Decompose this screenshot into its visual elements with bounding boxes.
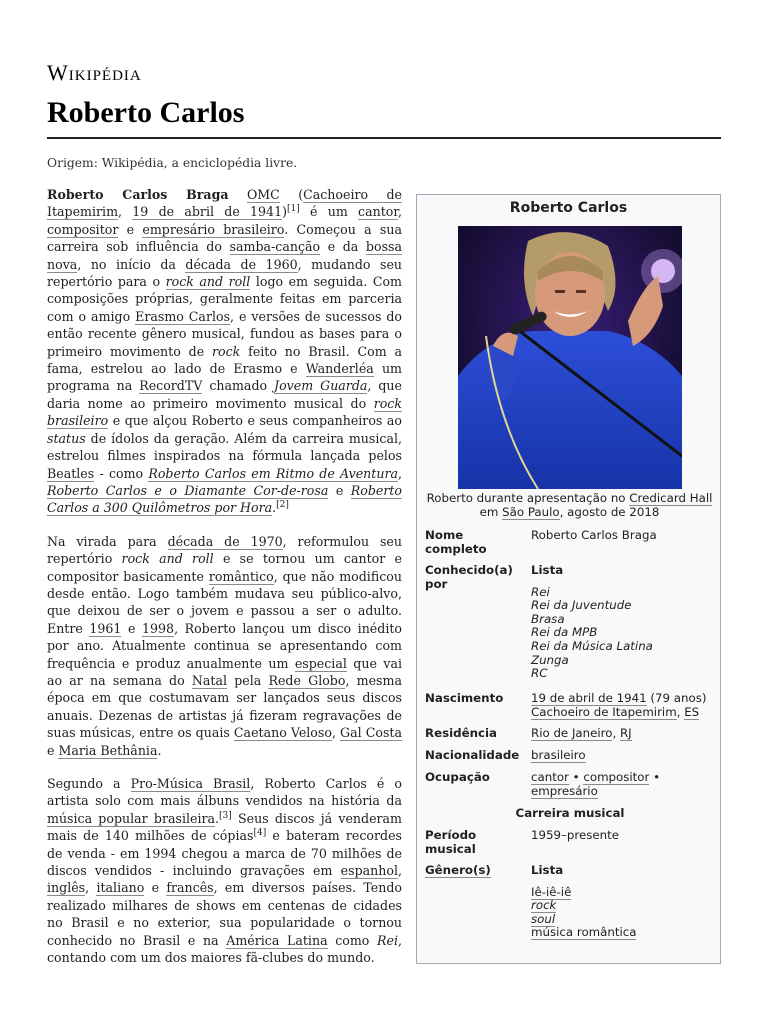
link-ocupacao-compositor[interactable]: compositor <box>583 770 650 784</box>
list-item: Rei da Juventude <box>531 598 632 613</box>
page-title: Roberto Carlos <box>47 96 245 129</box>
link-espanhol[interactable]: espanhol <box>340 863 398 879</box>
value-nacionalidade <box>531 749 717 763</box>
link-gal-costa[interactable]: Gal Costa <box>340 725 402 741</box>
link-wanderlea[interactable]: Wanderléa <box>305 361 374 377</box>
link-brasileiro[interactable]: brasileiro <box>531 748 586 762</box>
link-film-diamante[interactable]: Roberto Carlos e o Diamante Cor-de-rosa <box>47 482 329 498</box>
list-item: Zunga <box>531 652 569 667</box>
link-birthdate[interactable]: 19 de abril de 1941 <box>132 204 283 220</box>
infobox-title: Roberto Carlos <box>509 200 628 216</box>
label-ocupacao: Ocupação <box>425 770 490 784</box>
value-periodo: 1959–presente <box>531 828 620 842</box>
infobox <box>416 194 721 964</box>
link-frances[interactable]: francês <box>166 880 214 896</box>
list-toggle-genero[interactable]: Lista <box>531 863 564 877</box>
link-decada-1960[interactable]: década de 1960 <box>185 256 298 272</box>
list-item <box>531 899 717 913</box>
link-ingles[interactable]: inglês <box>47 880 86 896</box>
link-samba-cancao[interactable]: samba-canção <box>229 239 321 255</box>
link-rock-and-roll[interactable]: rock and roll <box>165 274 251 290</box>
link-soul[interactable]: soul <box>531 911 556 926</box>
link-film-ritmo-aventura[interactable]: Roberto Carlos em Ritmo de Aventura <box>148 465 398 481</box>
link-birth-place[interactable]: Cachoeiro de Itapemirim <box>531 704 677 719</box>
value-residencia: Rio de Janeiro, RJ <box>531 726 632 740</box>
ref-1[interactable]: [1] <box>287 204 300 215</box>
list-toggle-conhecido[interactable]: Lista <box>531 563 564 577</box>
link-natal[interactable]: Natal <box>191 672 228 688</box>
ref-2[interactable]: [2] <box>276 500 289 511</box>
link-america-latina[interactable]: América Latina <box>226 932 328 948</box>
label-nacionalidade: Nacionalidade <box>425 748 520 762</box>
link-credicard-hall[interactable]: Credicard Hall <box>629 491 713 505</box>
paragraph-sales: Segundo a Pro-Música Brasil, Roberto Carlos é o artista solo com mais álbuns vendidos na história da música popular brasileira.[3] Seus discos já venderam mais de 140 milhões de cópias[4] e bateram recordes de venda - em 1994 chegou a marca de 70 milhões de discos vendidos - incluindo gravações em espanhol, inglês, italiano e francês, em diversos países. Tendo realizado milhares de shows em centenas de cidades no Brasil e no exterior, sua popularidade o tornou conhecido no Brasil e na América Latina como Rei, contando com um dos maiores fã-clubes do mundo. <box>47 776 402 966</box>
link-pro-musica[interactable]: Pro-Música Brasil <box>130 776 251 791</box>
link-omc[interactable]: OMC <box>246 187 280 202</box>
section-carreira-musical: Carreira musical <box>515 806 625 820</box>
link-cachoeiro[interactable]: Cachoeiro de Itapemirim <box>47 187 402 220</box>
link-rede-globo[interactable]: Rede Globo <box>268 672 346 688</box>
link-decada-1970[interactable]: década de 1970 <box>167 533 283 549</box>
link-rock[interactable]: rock <box>531 898 557 913</box>
link-especial[interactable]: especial <box>294 655 347 671</box>
link-jovem-guarda[interactable]: Jovem Guarda <box>274 378 368 394</box>
link-rock-brasileiro[interactable]: rock brasileiro <box>47 395 402 429</box>
label-nome: Nome completo <box>425 528 487 556</box>
link-birth-date[interactable]: 19 de abril de 1941 <box>531 691 647 705</box>
link-1961[interactable]: 1961 <box>89 620 122 636</box>
link-1998[interactable]: 1998 <box>142 620 175 636</box>
list-item <box>531 886 717 900</box>
list-item: Rei da MPB <box>531 625 598 640</box>
link-erasmo[interactable]: Erasmo Carlos <box>135 308 231 324</box>
link-genero[interactable]: Gênero(s) <box>425 863 491 877</box>
value-ocupacao: cantor • compositor • empresário <box>531 770 661 798</box>
list-item: Rei da Música Latina <box>531 638 653 653</box>
link-beatles[interactable]: Beatles <box>47 465 95 481</box>
photo-caption: Roberto durante apresentação no Credicard Hall em São Paulo, agosto de 2018 <box>426 491 713 519</box>
link-ocupacao-cantor[interactable]: cantor <box>531 770 569 784</box>
paragraph-intro: Roberto Carlos Braga OMC (Cachoeiro de Itapemirim, 19 de abril de 1941)[1] é um cantor, compositor e empresário brasileiro. Começou a sua carreira sob influência do samba-canção e da bossa nova, no início da década de 1960, mudando seu repertório para o rock and roll logo em seguida. Com composições próprias, geralmente feitas em parceria com o amigo Erasmo Carlos, e versões de sucessos do então recente gênero musical, fundou as bases para o primeiro movimento de rock feito no Brasil. Com a fama, estrelou ao lado de Erasmo e Wanderléa um programa na RecordTV chamado Jovem Guarda, que daria nome ao primeiro movimento musical do rock brasileiro e que alçou Roberto e seus companheiros ao status de ídolos da geração. Além da carreira musical, estrelou filmes inspirados na fórmula lançada pelos Beatles - como Roberto Carlos em Ritmo de Aventura, Roberto Carlos e o Diamante Cor-de-rosa e Roberto Carlos a 300 Quilômetros por Hora.[2] <box>47 187 403 516</box>
list-item: Brasa <box>531 611 565 626</box>
link-caetano[interactable]: Caetano Veloso <box>233 725 332 741</box>
value-genero <box>531 864 717 940</box>
label-nascimento: Nascimento <box>425 691 504 705</box>
link-rj[interactable]: RJ <box>619 726 632 740</box>
link-empresario[interactable]: empresário brasileiro <box>142 221 285 237</box>
link-maria-bethania[interactable]: Maria Bethânia <box>58 742 158 758</box>
origin-note: Origem: Wikipédia, a enciclopédia livre. <box>47 156 298 170</box>
list-conhecido <box>531 586 717 681</box>
link-film-300km[interactable]: Roberto Carlos a 300 Quilômetros por Hora <box>47 482 402 516</box>
list-item: Rei <box>531 584 550 599</box>
value-nome: Roberto Carlos Braga <box>531 528 657 542</box>
subject-name: Roberto Carlos Braga <box>47 187 229 202</box>
label-periodo: Período musical <box>425 828 477 856</box>
link-compositor[interactable]: compositor <box>47 221 119 237</box>
wikipedia-logo[interactable]: Wikipédia <box>47 60 142 85</box>
ref-3[interactable]: [3] <box>219 810 232 821</box>
title-divider <box>47 137 721 139</box>
paragraph-seventies: Na virada para década de 1970, reformulou seu repertório rock and roll e se tornou um cantor e compositor basicamente romântico, que não modificou desde então. Logo também mudava seu público-alvo, que deixou de ser o jovem e passou a ser o adulto. Entre 1961 e 1998, Roberto lançou um disco inédito por ano. Atualmente continua se apresentando com frequência e produz anualmente um especial que vai ao ar na semana do Natal pela Rede Globo, mesma época em que costumavam ser lançados seus discos anuais. Dezenas de artistas já fizeram regravações de suas músicas, entre os quais Caetano Veloso, Gal Costa e Maria Bethânia. <box>47 533 402 758</box>
link-romantico[interactable]: romântico <box>208 568 274 584</box>
label-residencia: Residência <box>425 726 497 740</box>
article-body <box>47 186 402 982</box>
list-item: RC <box>531 666 548 681</box>
value-nascimento: 19 de abril de 1941 (79 anos) Cachoeiro de Itapemirim, ES <box>531 691 707 719</box>
link-recordtv[interactable]: RecordTV <box>139 378 203 394</box>
label-genero <box>425 864 525 878</box>
link-italiano[interactable]: italiano <box>96 880 145 896</box>
link-mpb[interactable]: música popular brasileira <box>47 810 216 826</box>
value-conhecido <box>531 564 717 681</box>
link-sao-paulo[interactable]: São Paulo <box>502 504 560 519</box>
list-item <box>531 926 717 940</box>
label-conhecido: Conhecido(a) por <box>425 563 513 591</box>
artist-photo[interactable] <box>458 226 682 489</box>
list-genero <box>531 886 717 940</box>
link-musica-romantica[interactable]: música romântica <box>531 925 637 940</box>
link-ie-ie-ie[interactable]: Iê-iê-iê <box>531 884 572 899</box>
link-ocupacao-empresario[interactable]: empresário <box>531 783 598 798</box>
list-item <box>531 913 717 927</box>
link-cantor[interactable]: cantor <box>358 204 398 220</box>
ref-4[interactable]: [4] <box>253 828 267 839</box>
link-birth-state[interactable]: ES <box>684 704 700 719</box>
link-bossa-nova[interactable]: bossa nova <box>47 239 402 272</box>
link-rio[interactable]: Rio de Janeiro <box>531 726 613 740</box>
